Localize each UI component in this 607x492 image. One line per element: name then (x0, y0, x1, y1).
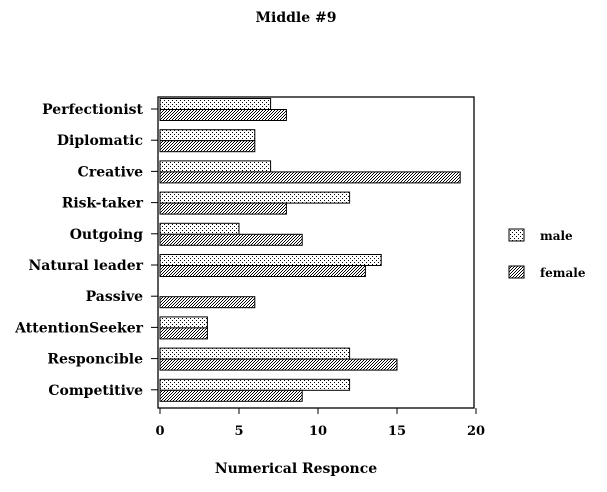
bar-male-1 (160, 130, 255, 141)
bar-male-7 (160, 317, 207, 328)
chart-title: Middle #9 (255, 10, 337, 26)
category-label-8: Responcible (47, 351, 143, 368)
bar-female-0 (160, 110, 286, 121)
category-label-9: Competitive (48, 382, 143, 399)
legend-label-male: male (540, 229, 573, 243)
x-tick-label-3: 15 (387, 424, 407, 439)
x-axis-label: Numerical Responce (214, 461, 378, 477)
bar-female-7 (160, 328, 207, 339)
bar-male-3 (160, 192, 350, 203)
category-label-6: Passive (85, 289, 143, 306)
bar-female-2 (160, 172, 460, 183)
bar-male-4 (160, 223, 239, 234)
x-tick-label-2: 10 (308, 424, 328, 439)
x-tick-label-0: 0 (155, 424, 165, 439)
legend-swatch-female (509, 266, 524, 278)
bar-male-9 (160, 379, 350, 390)
category-label-1: Diplomatic (56, 133, 143, 150)
category-label-2: Creative (77, 164, 143, 181)
category-label-7: AttentionSeeker (15, 320, 143, 337)
bar-male-0 (160, 99, 271, 110)
x-axis-ticks (155, 408, 485, 439)
bar-female-8 (160, 359, 397, 370)
category-labels (14, 102, 158, 399)
bar-female-1 (160, 141, 255, 152)
bar-female-3 (160, 203, 286, 214)
bar-female-9 (160, 390, 302, 401)
bars (160, 99, 460, 402)
category-label-3: Risk-taker (61, 195, 143, 212)
bar-male-5 (160, 255, 381, 266)
legend (509, 229, 586, 280)
legend-swatch-male (509, 229, 524, 241)
bar-male-2 (160, 161, 271, 172)
category-label-0: Perfectionist (42, 102, 143, 118)
category-label-4: Outgoing (69, 226, 143, 243)
bar-female-6 (160, 297, 255, 308)
legend-label-female: female (540, 266, 586, 280)
x-tick-label-4: 20 (466, 424, 486, 439)
bar-male-8 (160, 348, 350, 359)
x-tick-label-1: 5 (234, 424, 244, 439)
category-label-5: Natural leader (28, 258, 143, 274)
bar-female-4 (160, 234, 302, 245)
bar-female-5 (160, 266, 365, 277)
